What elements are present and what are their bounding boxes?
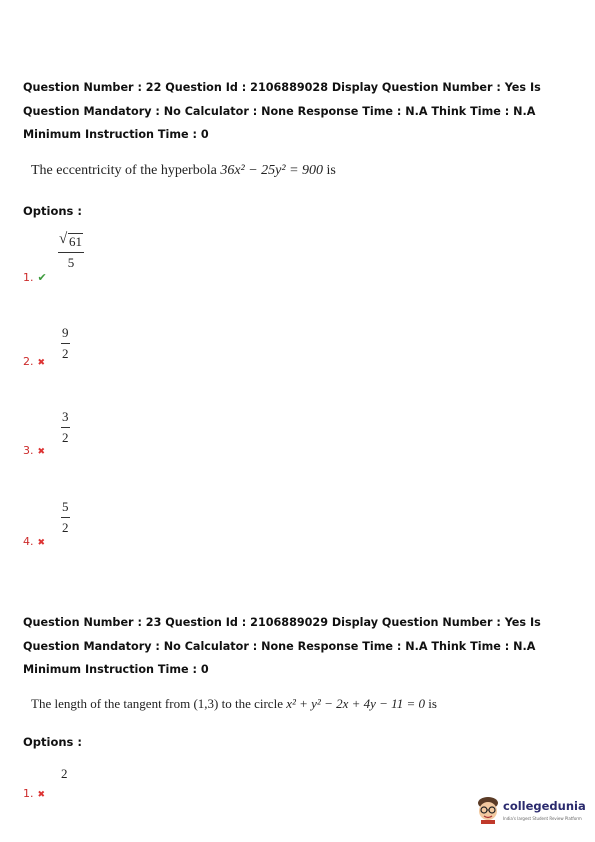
option-number: 1. — [23, 787, 34, 800]
q22-option-4[interactable] — [23, 535, 45, 548]
q22-option-4-value — [61, 499, 70, 536]
q22-option-3-denominator: 2 — [62, 430, 69, 445]
cross-icon: ✖ — [37, 447, 46, 457]
q22-option-4-numerator: 5 — [62, 499, 69, 514]
mascot-icon — [475, 796, 501, 824]
question-22-header: Question Number : 22 Question Id : 2106889028 Display Question Number : Yes Is Question Mandatory : No Calculator : None Response Time : N.A Think Time : N.A Minimum Instruction Time : 0 — [23, 81, 541, 141]
question-23-text — [31, 696, 437, 712]
q23-option-1-value: 2 — [61, 766, 68, 781]
q22-option-3[interactable] — [23, 444, 45, 457]
question-22-options-label: Options : — [23, 204, 82, 218]
q22-option-1-numerator: 61 — [69, 234, 82, 249]
question-23-header: Question Number : 23 Question Id : 2106889029 Display Question Number : Yes Is Question Mandatory : No Calculator : None Response Time : N.A Think Time : N.A Minimum Instruction Time : 0 — [23, 616, 541, 676]
check-icon: ✔ — [37, 271, 47, 284]
q22-option-4-denominator: 2 — [62, 520, 69, 535]
logo-tagline: India's largest Student Review Platform — [503, 816, 582, 821]
q22-option-2[interactable] — [23, 355, 45, 368]
q22-option-2-value — [61, 325, 70, 362]
q22-option-1-denominator: 5 — [67, 255, 75, 270]
question-23-text-pre: The length of the tangent from (1,3) to the circle — [31, 696, 287, 711]
option-number: 1. — [23, 271, 34, 284]
cross-icon: ✖ — [37, 790, 46, 800]
question-22-text-post: is — [323, 163, 336, 178]
collegedunia-logo — [475, 794, 587, 830]
question-23-options-label: Options : — [23, 735, 82, 749]
q22-option-2-denominator: 2 — [62, 346, 69, 361]
q22-option-3-value — [61, 409, 70, 446]
cross-icon: ✖ — [37, 358, 46, 368]
option-number: 2. — [23, 355, 34, 368]
question-22-text — [31, 163, 336, 179]
sqrt-symbol: √ — [59, 231, 68, 247]
q23-option-1[interactable] — [23, 787, 45, 800]
q22-option-2-numerator: 9 — [62, 325, 69, 340]
q22-option-1-value — [58, 233, 84, 271]
question-23-text-post: is — [425, 696, 437, 711]
question-22-equation: 36x² − 25y² = 900 — [220, 163, 324, 178]
logo-name: collegedunia — [503, 799, 586, 813]
question-23-equation: x² + y² − 2x + 4y − 11 = 0 — [286, 696, 425, 711]
q22-option-1[interactable] — [23, 271, 47, 284]
cross-icon: ✖ — [37, 538, 46, 548]
option-number: 3. — [23, 444, 34, 457]
q22-option-3-numerator: 3 — [62, 409, 69, 424]
question-22-text-pre: The eccentricity of the hyperbola — [31, 163, 221, 178]
option-number: 4. — [23, 535, 34, 548]
